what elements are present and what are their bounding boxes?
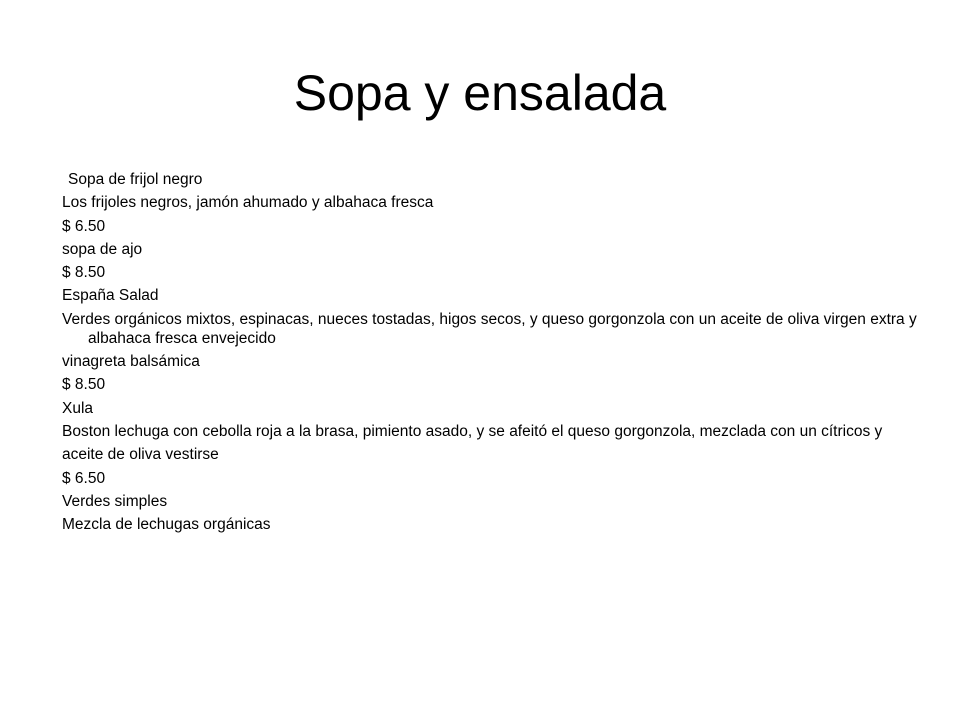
- list-item: Xula: [62, 399, 94, 417]
- list-item: $ 6.50: [62, 217, 106, 235]
- list-item: sopa de ajo: [62, 240, 143, 258]
- list-item: Sopa de frijol negro: [68, 171, 203, 188]
- list-item: vinagreta balsámica: [62, 353, 200, 371]
- list-item: Verdes orgánicos mixtos, espinacas, nueces tostadas, higos secos, y queso gorgonzola con un aceite de oliva virgen extra y albahaca fresca envejecido: [62, 310, 917, 347]
- list-item: aceite de oliva vestirse: [62, 446, 219, 464]
- list-item: Los frijoles negros, jamón ahumado y albahaca fresca: [62, 194, 434, 212]
- list-item: Mezcla de lechugas orgánicas: [62, 516, 271, 534]
- list-item: España Salad: [62, 287, 159, 305]
- list-item: Verdes simples: [62, 492, 168, 510]
- slide-title: Sopa y ensalada: [293, 65, 667, 121]
- menu-text-list: [62, 170, 932, 538]
- list-item: Boston lechuga con cebolla roja a la brasa, pimiento asado, y se afeitó el queso gorgonzola, mezclada con un cítricos y: [62, 422, 883, 440]
- list-item: $ 8.50: [62, 264, 106, 282]
- list-item: $ 8.50: [62, 376, 106, 394]
- list-item: $ 6.50: [62, 469, 106, 487]
